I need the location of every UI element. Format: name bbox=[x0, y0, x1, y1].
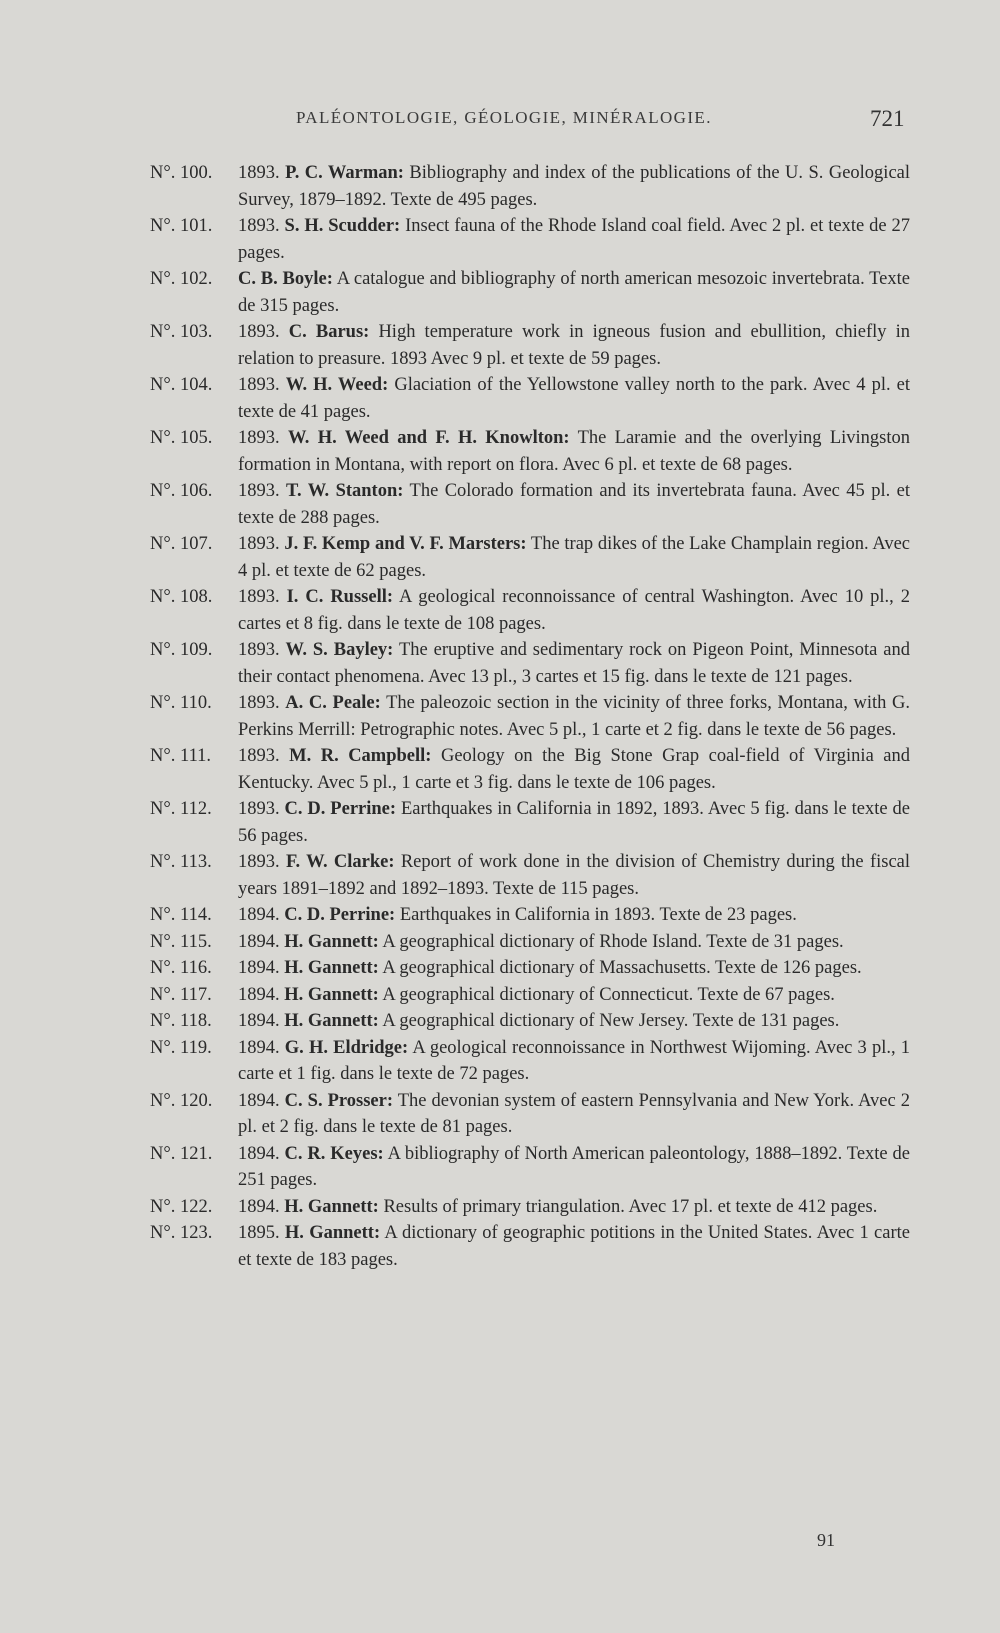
entry-author: C. S. Prosser: bbox=[284, 1090, 394, 1111]
entry-text bbox=[238, 902, 910, 929]
entry-description: Earthquakes in California in 1893. Texte de 23 pages. bbox=[399, 905, 797, 925]
entry-number: N°. 112. bbox=[150, 799, 212, 819]
list-item bbox=[150, 690, 910, 743]
entry-number: N°. 114. bbox=[150, 905, 212, 925]
entry-text bbox=[238, 1088, 910, 1141]
entry-description: The eruptive and sedimentary rock on Pigeon Point, Minnesota and their contact phenomena. Avec 13 pl., 3 cartes et 15 fig. dans le texte de 121 pages. bbox=[238, 640, 910, 687]
entry-description: A bibliography of North American paleontology, 1888–1892. Texte de 251 pages. bbox=[238, 1143, 910, 1190]
entry-year: 1894. bbox=[238, 931, 280, 952]
list-item bbox=[150, 160, 910, 213]
entry-text bbox=[238, 690, 910, 743]
list-item bbox=[150, 319, 910, 372]
entry-description: The devonian system of eastern Pennsylvania and New York. Avec 2 pl. et 2 fig. dans le texte de 81 pages. bbox=[238, 1090, 911, 1137]
entry-number: N°. 119. bbox=[150, 1037, 212, 1058]
entry-number: N°. 104. bbox=[150, 375, 213, 395]
entry-number: N°. 105. bbox=[150, 428, 213, 448]
list-item bbox=[150, 213, 910, 266]
entry-text bbox=[238, 1008, 910, 1035]
bibliography-list bbox=[150, 160, 910, 1273]
entry-author: I. C. Russell: bbox=[286, 587, 394, 607]
entry-author: W. S. Bayley: bbox=[285, 640, 394, 660]
entry-number: N°. 102. bbox=[150, 269, 213, 289]
entry-text bbox=[238, 531, 910, 584]
entry-year: 1893. bbox=[238, 216, 280, 236]
entry-author: T. W. Stanton: bbox=[286, 481, 404, 501]
entry-description: Geology on the Big Stone Grap coal-field of Virginia and Kentucky. Avec 5 pl., 1 carte et 3 fig. dans le texte de 106 pages. bbox=[238, 746, 910, 793]
entry-author: J. F. Kemp and V. F. Marsters: bbox=[284, 534, 527, 554]
entry-number: N°. 110. bbox=[150, 693, 212, 713]
entry-number: N°. 120. bbox=[150, 1090, 213, 1111]
list-item bbox=[150, 1088, 910, 1141]
entry-number: N°. 100. bbox=[150, 163, 213, 183]
list-item bbox=[150, 929, 910, 956]
entry-text bbox=[238, 1194, 910, 1221]
entry-description: The trap dikes of the Lake Champlain region. Avec 4 pl. et texte de 62 pages. bbox=[238, 534, 911, 581]
entry-year: 1893. bbox=[238, 640, 280, 660]
entry-author: A. C. Peale: bbox=[285, 693, 381, 713]
entry-author: H. Gannett: bbox=[284, 958, 379, 978]
entry-text bbox=[238, 796, 910, 849]
entry-year: 1894. bbox=[238, 958, 280, 978]
list-item bbox=[150, 425, 910, 478]
entry-text bbox=[238, 637, 910, 690]
entry-description: Bibliography and index of the publications of the U. S. Geological Survey, 1879–1892. Texte de 495 pages. bbox=[238, 163, 911, 210]
list-item bbox=[150, 531, 910, 584]
entry-number: N°. 121. bbox=[150, 1143, 213, 1164]
list-item bbox=[150, 902, 910, 929]
entry-author: C. D. Perrine: bbox=[284, 799, 397, 819]
entry-year: 1893. bbox=[238, 852, 280, 872]
entry-text bbox=[238, 213, 910, 266]
entry-author: H. Gannett: bbox=[284, 1196, 379, 1217]
entry-year: 1893. bbox=[238, 534, 280, 554]
entry-year: 1894. bbox=[238, 1196, 280, 1217]
entry-text bbox=[238, 478, 910, 531]
entry-text bbox=[238, 266, 910, 319]
entry-description: High temperature work in igneous fusion and ebullition, chiefly in relation to preasure. 1893 Avec 9 pl. et texte de 59 pages. bbox=[238, 322, 911, 369]
entry-text bbox=[238, 743, 910, 796]
page-header bbox=[0, 106, 1000, 136]
list-item bbox=[150, 372, 910, 425]
entry-text bbox=[238, 160, 910, 213]
entry-description: Insect fauna of the Rhode Island coal field. Avec 2 pl. et texte de 27 pages. bbox=[238, 216, 911, 263]
entry-year: 1894. bbox=[238, 1037, 280, 1058]
entry-description: Results of primary triangulation. Avec 17 pl. et texte de 412 pages. bbox=[383, 1196, 878, 1217]
list-item bbox=[150, 1220, 910, 1273]
list-item bbox=[150, 982, 910, 1009]
entry-author: H. Gannett: bbox=[284, 1223, 381, 1243]
entry-description: A dictionary of geographic potitions in the United States. Avec 1 carte et texte de 183 pages. bbox=[238, 1223, 910, 1270]
entry-year: 1894. bbox=[238, 1011, 280, 1031]
entry-number: N°. 108. bbox=[150, 587, 213, 607]
entry-author: H. Gannett: bbox=[284, 984, 379, 1005]
list-item bbox=[150, 1194, 910, 1221]
entry-author: W. H. Weed: bbox=[285, 375, 389, 395]
list-item bbox=[150, 1008, 910, 1035]
entry-number: N°. 107. bbox=[150, 534, 213, 554]
list-item bbox=[150, 1141, 910, 1194]
running-title: PALÉONTOLOGIE, GÉOLOGIE, MINÉRALOGIE. bbox=[296, 108, 712, 127]
entry-number: N°. 111. bbox=[150, 746, 212, 766]
list-item bbox=[150, 266, 910, 319]
entry-author: C. D. Perrine: bbox=[284, 905, 396, 925]
entry-year: 1894. bbox=[238, 905, 280, 925]
entry-text bbox=[238, 955, 910, 982]
entry-text bbox=[238, 425, 910, 478]
entry-description: Glaciation of the Yellowstone valley north to the park. Avec 4 pl. et texte de 41 pages. bbox=[238, 375, 911, 422]
entry-year: 1893. bbox=[238, 587, 280, 607]
entry-year: 1893. bbox=[238, 746, 280, 766]
entry-year: 1894. bbox=[238, 1090, 280, 1111]
entry-description: Report of work done in the division of Chemistry during the fiscal years 1891–1892 and 1892–1893. Texte de 115 pages. bbox=[238, 852, 911, 899]
entry-author: P. C. Warman: bbox=[285, 163, 404, 183]
entry-author: F. W. Clarke: bbox=[285, 852, 395, 872]
entry-number: N°. 113. bbox=[150, 852, 212, 872]
entry-text bbox=[238, 1141, 910, 1194]
entry-text bbox=[238, 982, 910, 1009]
entry-text bbox=[238, 319, 910, 372]
entry-year: 1894. bbox=[238, 1143, 280, 1164]
entry-description: A catalogue and bibliography of north american mesozoic invertebrata. Texte de 315 pages. bbox=[238, 269, 910, 316]
entry-description: The paleozoic section in the vicinity of three forks, Montana, with G. Perkins Merrill: Petrographic notes. Avec 5 pl., 1 carte et 2 fig. dans le texte de 56 pages. bbox=[238, 693, 910, 740]
entry-author: C. Barus: bbox=[288, 322, 370, 342]
entry-description: A geographical dictionary of Massachusetts. Texte de 126 pages. bbox=[382, 958, 862, 978]
entry-number: N°. 115. bbox=[150, 931, 212, 952]
entry-year: 1893. bbox=[238, 799, 280, 819]
entry-description: Earthquakes in California in 1892, 1893. Avec 5 fig. dans le texte de 56 pages. bbox=[238, 799, 910, 846]
entry-number: N°. 103. bbox=[150, 322, 213, 342]
signature-number: 91 bbox=[817, 1530, 835, 1550]
entry-text bbox=[238, 1035, 910, 1088]
entry-author: S. H. Scudder: bbox=[284, 216, 401, 236]
list-item bbox=[150, 849, 910, 902]
entry-text bbox=[238, 372, 910, 425]
entry-number: N°. 116. bbox=[150, 958, 212, 978]
entry-number: N°. 101. bbox=[150, 216, 213, 236]
entry-year: 1893. bbox=[238, 163, 280, 183]
entry-description: A geological reconnoissance of central Washington. Avec 10 pl., 2 cartes et 8 fig. dans le texte de 108 pages. bbox=[238, 587, 911, 634]
entry-description: The Laramie and the overlying Livingston formation in Montana, with report on flora. Avec 6 pl. et texte de 68 pages. bbox=[238, 428, 910, 475]
list-item bbox=[150, 955, 910, 982]
entry-number: N°. 106. bbox=[150, 481, 213, 501]
list-item bbox=[150, 637, 910, 690]
entry-year: 1893. bbox=[238, 693, 280, 713]
entry-description: A geographical dictionary of Connecticut. Texte de 67 pages. bbox=[382, 984, 835, 1005]
entry-number: N°. 117. bbox=[150, 984, 212, 1005]
entry-author: C. B. Boyle: bbox=[238, 269, 333, 289]
entry-year: 1895. bbox=[238, 1223, 280, 1243]
list-item bbox=[150, 1035, 910, 1088]
entry-author: W. H. Weed and F. H. Knowlton: bbox=[287, 428, 570, 448]
list-item bbox=[150, 478, 910, 531]
entry-number: N°. 118. bbox=[150, 1011, 212, 1031]
entry-description: A geographical dictionary of Rhode Island. Texte de 31 pages. bbox=[382, 931, 844, 952]
entry-year: 1893. bbox=[238, 428, 280, 448]
list-item bbox=[150, 584, 910, 637]
entry-year: 1893. bbox=[238, 481, 280, 501]
entry-author: G. H. Eldridge: bbox=[284, 1037, 409, 1058]
entry-author: C. R. Keyes: bbox=[284, 1143, 384, 1164]
entry-number: N°. 109. bbox=[150, 640, 213, 660]
entry-author: M. R. Campbell: bbox=[289, 746, 432, 766]
entry-number: N°. 123. bbox=[150, 1223, 213, 1243]
entry-year: 1893. bbox=[238, 322, 280, 342]
entry-text bbox=[238, 584, 910, 637]
entry-text bbox=[238, 1220, 910, 1273]
entry-number: N°. 122. bbox=[150, 1196, 213, 1217]
entry-description: A geographical dictionary of New Jersey. Texte de 131 pages. bbox=[382, 1011, 840, 1031]
entry-author: H. Gannett: bbox=[284, 1011, 379, 1031]
list-item bbox=[150, 743, 910, 796]
entry-year: 1893. bbox=[238, 375, 280, 395]
entry-text bbox=[238, 849, 910, 902]
list-item bbox=[150, 796, 910, 849]
entry-author: H. Gannett: bbox=[284, 931, 379, 952]
entry-description: A geological reconnoissance in Northwest Wijoming. Avec 3 pl., 1 carte et 1 fig. dans le texte de 72 pages. bbox=[238, 1037, 911, 1084]
entry-year: 1894. bbox=[238, 984, 280, 1005]
entry-text bbox=[238, 929, 910, 956]
entry-description: The Colorado formation and its invertebrata fauna. Avec 45 pl. et texte de 288 pages. bbox=[238, 481, 910, 528]
page-number: 721 bbox=[870, 106, 905, 131]
